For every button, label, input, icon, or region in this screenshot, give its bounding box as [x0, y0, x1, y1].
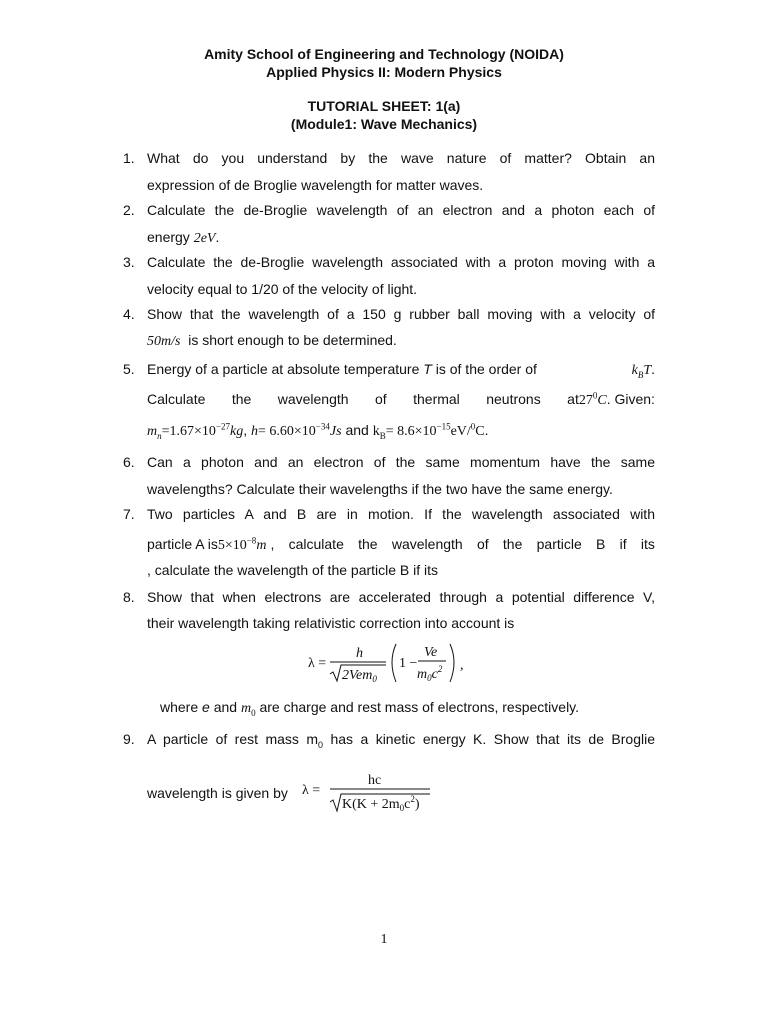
question-number: 4.	[123, 306, 135, 322]
text-span: ,	[243, 422, 248, 438]
left-paren	[392, 644, 396, 682]
question-line	[147, 726, 655, 752]
math-sup: −15	[436, 421, 451, 432]
question-line: Calculate the de-Broglie wavelength of an electron and a photon each of	[147, 202, 655, 218]
question-line: Show that when electrons are accelerated through a potential difference V,	[147, 589, 655, 605]
math-sub: B	[379, 430, 386, 441]
text-span: .	[215, 229, 220, 245]
formula-relativistic-wavelength	[300, 636, 480, 692]
question-number: 7.	[123, 506, 135, 522]
math-sub: B	[637, 369, 644, 380]
math-value: 27	[578, 393, 593, 408]
question-number: 5.	[123, 361, 135, 377]
question-line	[147, 422, 489, 440]
text-span: energy	[147, 229, 194, 245]
text-span: Energy of a particle at absolute temperature	[147, 361, 420, 377]
question-line: Can a photon and an electron of the same momentum have the same	[147, 454, 655, 470]
sheet-title: TUTORIAL SHEET: 1(a)	[307, 98, 461, 114]
math-var: e	[202, 699, 210, 715]
question-number: 8.	[123, 589, 135, 605]
question-line: wavelength is given by	[147, 785, 288, 801]
math-value: 5×10	[217, 538, 247, 553]
question-line	[147, 531, 655, 559]
question-line	[147, 229, 219, 247]
question-line: expression of de Broglie wavelength for matter waves.	[147, 177, 484, 193]
formula-lhs: λ =	[302, 783, 321, 798]
math-sup: −27	[215, 421, 230, 432]
formula-lhs: λ =	[308, 656, 327, 671]
formula-numerator: hc	[368, 773, 382, 788]
math-unit: eV/	[450, 424, 471, 439]
math-var: m	[240, 701, 252, 716]
question-number: 6.	[123, 454, 135, 470]
math-sup: −8	[246, 535, 257, 546]
math-value: = 8.6×10	[385, 424, 437, 439]
math-var: m	[147, 424, 158, 439]
math-unit: C	[475, 424, 485, 439]
text-span: is short enough to be determined.	[188, 332, 397, 348]
text-span: , calculate the wavelength of the particle B if its	[270, 536, 655, 552]
math-sub: 0	[318, 739, 324, 750]
text-span: and	[213, 699, 238, 715]
math-sup: 0	[470, 421, 476, 432]
question-line	[147, 332, 397, 350]
math-sub: n	[157, 430, 162, 441]
math-value: 50m/s	[147, 334, 181, 349]
module-title: (Module1: Wave Mechanics)	[290, 116, 478, 132]
question-line: velocity equal to 1/20 of the velocity of light.	[147, 281, 418, 297]
institution-title: Amity School of Engineering and Technology (NOIDA)	[204, 46, 564, 62]
question-line	[147, 386, 655, 414]
page-number: 1	[380, 932, 388, 947]
text-span: . Given:	[606, 391, 655, 407]
math-sub: 0	[251, 707, 256, 718]
question-number: 1.	[123, 150, 135, 166]
math-unit: kg	[230, 424, 244, 439]
text-span: .	[484, 422, 489, 438]
text-span: where	[160, 699, 199, 715]
formula-tail: ,	[460, 658, 464, 673]
math-sup: 0	[592, 390, 598, 401]
formula-paren-denominator: $m_0c^2$	[417, 664, 443, 683]
math-unit: m	[256, 538, 267, 553]
text-span: are charge and rest mass of electrons, respectively.	[259, 699, 580, 715]
math-value: =1.67×10	[161, 424, 216, 439]
question-number: 3.	[123, 254, 135, 270]
formula-denominator: 2Vem$_0$	[342, 668, 377, 684]
question-line	[160, 699, 579, 717]
text-span: Calculate the wavelength of thermal neutrons $at27^0C$. Given:	[147, 390, 655, 408]
formula-numerator: h	[356, 646, 363, 661]
text-span: .	[651, 361, 655, 377]
math-var: k	[631, 363, 638, 378]
question-number: 2.	[123, 202, 135, 218]
question-line: wavelengths? Calculate their wavelengths if the two have the same energy.	[147, 481, 613, 497]
text-span: and	[345, 422, 369, 438]
math-unit: Js	[329, 424, 342, 439]
math-sup: −34	[315, 421, 330, 432]
question-number: 9.	[123, 731, 135, 747]
math-var: T	[643, 363, 652, 378]
course-title: Applied Physics II: Modern Physics	[266, 64, 502, 80]
question-line: their wavelength taking relativistic correction into account is	[147, 615, 515, 631]
question-line	[147, 356, 655, 384]
math-value: 2eV	[193, 231, 216, 246]
text-span: A particle of rest mass m	[147, 731, 319, 747]
math-value: = 6.60×10	[258, 424, 316, 439]
formula-paren-term: 1 −	[399, 656, 418, 671]
question-line: What do you understand by the wave nature of matter? Obtain an	[147, 150, 655, 166]
question-line: Two particles A and B are in motion. If the wavelength associated with	[147, 506, 655, 522]
right-paren	[450, 644, 454, 682]
math-var: h	[251, 424, 258, 439]
text-span: particle A is	[147, 536, 218, 552]
question-line: Calculate the de-Broglie wavelength associated with a proton moving with a	[147, 254, 655, 270]
text-span: is of the order of	[435, 361, 537, 377]
formula-paren-numerator: Ve	[424, 645, 438, 660]
formula-de-broglie-kinetic	[300, 764, 440, 820]
formula-denominator: $K(K + 2m_0c^2)$	[342, 794, 420, 813]
question-line: , calculate the wavelength of the particle B if its	[147, 562, 439, 578]
text-span: has a kinetic energy K. Show that its de Broglie	[323, 731, 655, 747]
math-var: T	[423, 361, 432, 377]
question-line: Show that the wavelength of a 150 g rubber ball moving with a velocity of	[147, 306, 655, 322]
math-var: k	[372, 424, 380, 439]
math-var: C	[597, 393, 607, 408]
